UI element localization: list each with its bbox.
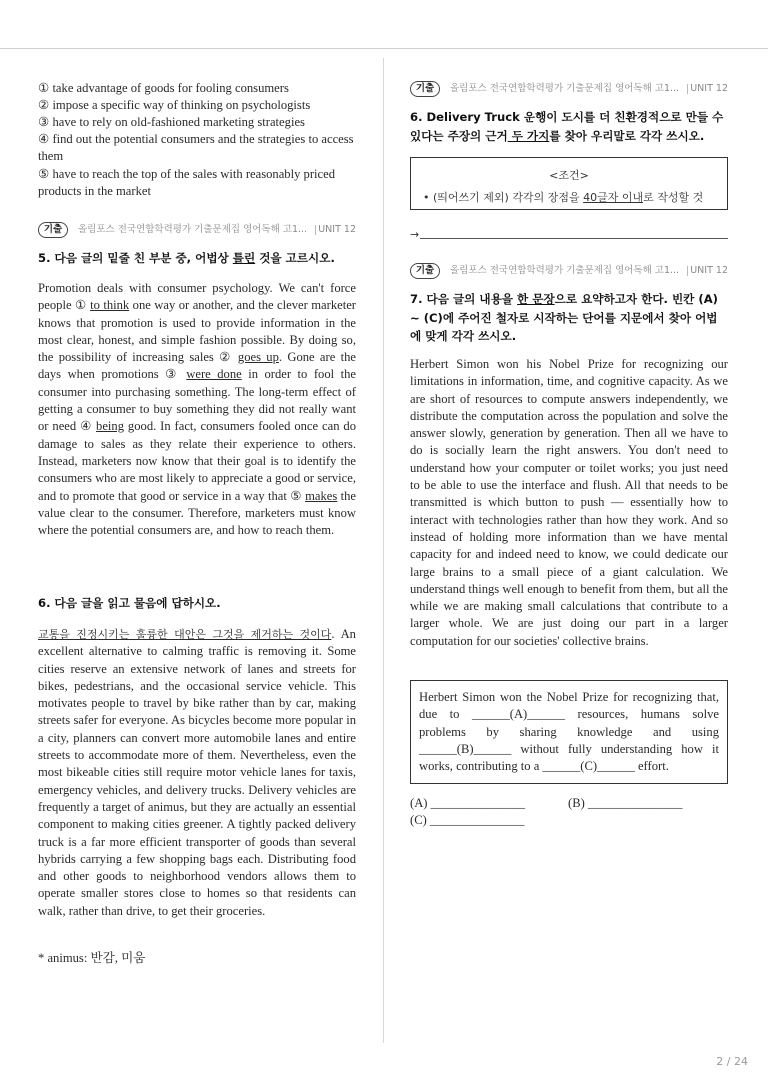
answer-b[interactable]: (B) _______________ — [568, 796, 683, 810]
unit-label: UNIT 12 — [690, 83, 728, 94]
question-7-title: 7. 다음 글의 내용을 한 문장으로 요약하고자 한다. 빈칸 (A) ~ (C)에 주어진 철자로 시작하는 단어를 지문에서 찾아 어법에 맞게 각각 쓰시오. — [410, 292, 718, 343]
footnote: * animus: 반감, 미움 — [38, 951, 146, 965]
source-text: 올림포스 전국연합학력평가 기출문제집 영어독해 고1... — [450, 83, 680, 94]
column-divider — [383, 58, 384, 1043]
question-6b-title: 6. Delivery Truck 운행이 도시를 더 친환경적으로 만들 수 있다는 주장의 근거 두 가지를 찾아 우리말로 각각 쓰시오. — [410, 110, 724, 143]
source-tag — [410, 263, 728, 279]
answer-a[interactable]: (A) _______________ — [410, 796, 526, 810]
question-5-title: 5. 다음 글의 밑줄 친 부분 중, 어법상 틀린 것을 고르시오. — [38, 251, 335, 265]
option-5: ⑤ have to reach the top of the sales with reasonably priced products in the market — [38, 167, 335, 199]
answer-line[interactable] — [420, 238, 728, 239]
source-tag — [410, 81, 728, 97]
option-4: ④ find out the potential consumers and the strategies to access them — [38, 132, 354, 164]
exam-badge: 기출 — [410, 81, 440, 97]
exam-badge: 기출 — [38, 222, 68, 238]
question-5-passage: Promotion deals with consumer psychology. We can't force people ① to think one way or another, and the clever marketer knows that promotion is used to provide information in the most clear, honest, and simple fashion possible. By doing so, the possibility of increasing sales ② goes up. Gone are the days when promotions ③ were done in order to fool the consumer into purchasing something. The long-term effect of getting a consumer to buy something they did not really want or need ④ being good. In fact, consumers fooled once can do damage to sales as they relate their experience to others. Instead, marketers now know that their goal is to identify the consumers who are most likely to appreciate a good or service, and to promote that good or service in a way that ⑤ makes the value clear to the consumer. Therefore, marketers must know where the potential consumers are, and how to reach them. — [38, 281, 356, 538]
question-6-passage: 교통을 진정시키는 훌륭한 대안은 그것을 제거하는 것이다. An excellent alternative to calming traffic is removing it. Some cities reserve an extensive network of lanes and streets for bikes, pedestrians, and the occasional service vehicle. This motivates people to travel by bike rather than by car, making streets safer for everyone. As bicycles become more popular in a city, planners can convert more automobile lanes and entire streets to accommodate more of them. Nevertheless, even the most bikeable cities still require motor vehicle lanes for taxis, emergency vehicles, and delivery trucks. Delivery vehicles are frequently a target of animus, but they are actually an essential component to making cities greener. A tightly packed delivery truck is a far more efficient transporter of goods than several hybrids carrying a few shopping bags each. Distributing food and other goods to neighborhood vendors allows them to operate smaller stores close to homes so that residents can walk, rather than drive, to get their groceries. — [38, 627, 356, 918]
condition-box — [410, 157, 728, 210]
source-tag — [38, 222, 356, 238]
condition-heading: <조건> — [549, 169, 589, 182]
page-number: 2 / 24 — [716, 1055, 748, 1068]
answer-c[interactable]: (C) _______________ — [410, 813, 525, 827]
option-2: ② impose a specific way of thinking on psychologists — [38, 98, 311, 112]
exam-badge: 기출 — [410, 263, 440, 279]
unit-label: UNIT 12 — [690, 265, 728, 276]
option-1: ① take advantage of goods for fooling consumers — [38, 81, 289, 95]
unit-label: UNIT 12 — [318, 224, 356, 235]
summary-box: Herbert Simon won the Nobel Prize for recognizing that, due to ______(A)______ resources, humans solve problems by sharing knowledge and using ______(B)______ without fully understanding how it works, contributing to a ______(C)______ effort. — [410, 680, 728, 784]
condition-item: • (띄어쓰기 제외) 각각의 장점을 40글자 이내로 작성할 것 — [423, 191, 704, 204]
header-rule — [0, 48, 768, 49]
question-6-title: 6. 다음 글을 읽고 물음에 답하시오. — [38, 596, 221, 610]
question-7-passage: Herbert Simon won his Nobel Prize for recognizing our limitations in information, time, and cognitive capacity. As we are short of resources to compute answers independently, we distribute the computation across the population and solve the answer slowly, generation by generation. Then all we have to do is socially learn the right answers. You don't need to understand how your computer or toilet works; you just need to be able to use the interface and flush. All that needs to be transmitted is which button to push — essentially how to interact with technologies rather than how they work. And so instead of holding more information than we have mental capacity for and indeed need to know, we could dedicate our large brains to a small piece of a giant calculation. We understand things well enough to benefit from them, but all the while we are making small calculations that contribute to a larger whole. We are just doing our part in a larger computation for our societies' collective brains. — [410, 357, 728, 648]
source-text: 올림포스 전국연합학력평가 기출문제집 영어독해 고1... — [450, 265, 680, 276]
source-text: 올림포스 전국연합학력평가 기출문제집 영어독해 고1... — [78, 224, 308, 235]
option-3: ③ have to rely on old-fashioned marketing strategies — [38, 115, 305, 129]
answer-arrow-icon: → — [410, 228, 420, 241]
